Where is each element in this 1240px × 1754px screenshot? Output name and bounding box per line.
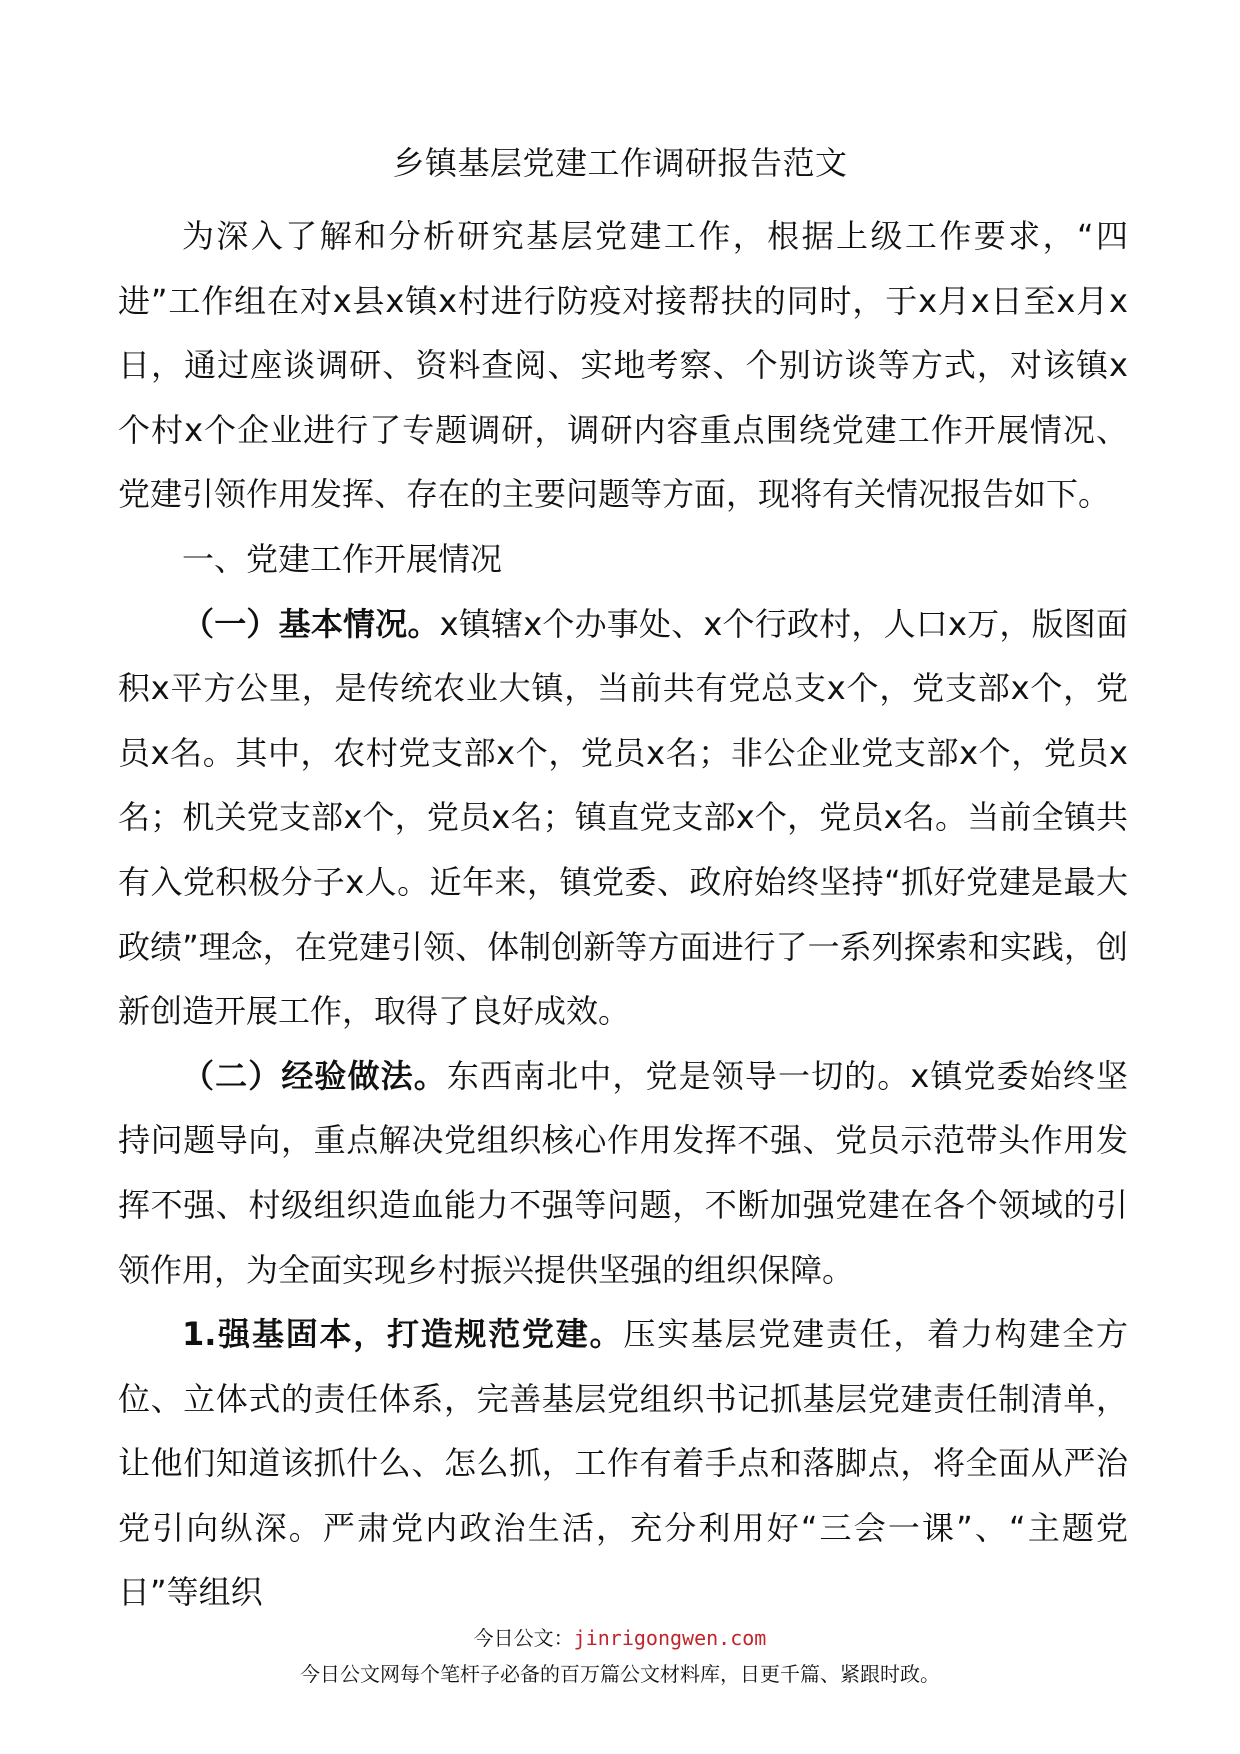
footer-site-link[interactable]: jinrigongwen.com — [573, 1626, 767, 1650]
section-heading: 一、党建工作开展情况 — [182, 539, 503, 578]
document-body — [118, 204, 1128, 1625]
paragraph-text: 压实基层党建责任，着力构建全方位、立体式的责任体系，完善基层党组织书记抓基层党建责任制清单，让他们知道该抓什么、怎么抓，工作有着手点和落脚点，将全面从严治党引向纵深。严肃党内政治生活，充分利用好“三会一课”、“主题党日”等组织 — [118, 1315, 1128, 1612]
paragraph-item-1 — [118, 1302, 1128, 1625]
paragraph-lead: （二）经验做法。 — [182, 1056, 447, 1095]
paragraph-lead: 1.强基固本，打造规范党建。 — [182, 1315, 624, 1354]
paragraph-text: x镇辖x个办事处、x个行政村，人口x万，版图面积x平方公里，是传统农业大镇，当前共有党总支x个，党支部x个，党员x名。其中，农村党支部x个，党员x名；非公企业党支部x个，党员x名；机关党支部x个，党员x名；镇直党支部x个，党员x名。当前全镇共有入党积极分子x人。近年来，镇党委、政府始终坚持“抓好党建是最大政绩”理念，在党建引领、体制创新等方面进行了一系列探索和实践，创新创造开展工作，取得了良好成效。 — [118, 604, 1128, 1031]
paragraph-basic-situation — [118, 592, 1128, 1044]
intro-paragraph: 为深入了解和分析研究基层党建工作，根据上级工作要求，“四进”工作组在对x县x镇x村进行防疫对接帮扶的同时，于x月x日至x月x日，通过座谈调研、资料查阅、实地考察、个别访谈等方式，对该镇x个村x个企业进行了专题调研，调研内容重点围绕党建工作开展情况、党建引领作用发挥、存在的主要问题等方面，现将有关情况报告如下。 — [118, 217, 1128, 514]
document-title: 乡镇基层党建工作调研报告范文 — [392, 144, 848, 182]
footer-site-label: 今日公文： — [473, 1626, 574, 1650]
footer-slogan: 今日公文网每个笔杆子必备的百万篇公文材料库，日更千篇、紧跟时政。 — [300, 1662, 940, 1686]
paragraph-text: 东西南北中，党是领导一切的。x镇党委始终坚持问题导向，重点解决党组织核心作用发挥不强、党员示范带头作用发挥不强、村级组织造血能力不强等问题，不断加强党建在各个领域的引领作用，为全面实现乡村振兴提供坚强的组织保障。 — [118, 1056, 1128, 1289]
paragraph-experience — [118, 1044, 1128, 1302]
paragraph-lead: （一）基本情况。 — [182, 604, 440, 643]
footer-site — [0, 1622, 1240, 1651]
